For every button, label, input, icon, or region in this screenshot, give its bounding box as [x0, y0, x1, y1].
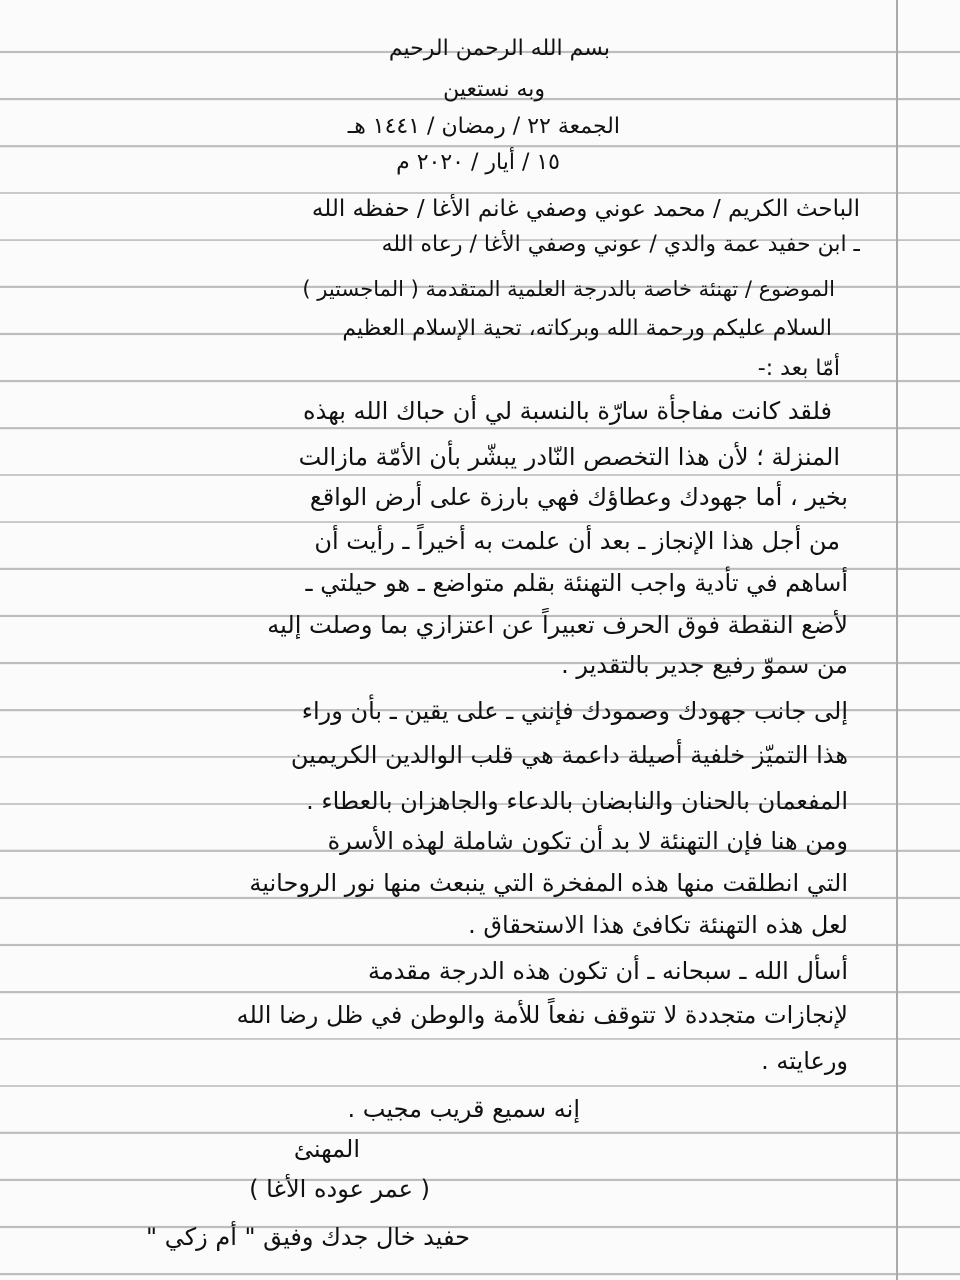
- paragraph-4-line-1: أسأل الله ـ سبحانه ـ أن تكون هذه الدرجة مقدمة: [367, 957, 848, 985]
- paragraph-2-line-2: هذا التميّز خلفية أصيلة داعمة هي قلب الوالدين الكريمين: [290, 741, 848, 769]
- paragraph-1-line-7: من سموّ رفيع جدير بالتقدير .: [561, 651, 848, 679]
- paragraph-1-line-6: لأضع النقطة فوق الحرف تعبيراً عن اعتزازي بما وصلت إليه: [267, 611, 848, 639]
- paragraph-4-line-3: ورعايته .: [761, 1047, 848, 1075]
- opening-line: أمّا بعد :-: [757, 356, 840, 381]
- paragraph-1-line-2: المنزلة ؛ لأن هذا التخصص النّادر يبشّر بأن الأمّة مازالت: [298, 443, 840, 471]
- paragraph-1-line-5: أساهم في تأدية واجب التهنئة بقلم متواضع ـ هو حيلتي ـ: [305, 569, 848, 597]
- paragraph-1-line-1: فلقد كانت مفاجأة سارّة بالنسبة لي أن حباك الله بهذه: [303, 397, 832, 425]
- signature-label: المهنئ: [293, 1135, 360, 1163]
- paragraph-3-line-2: التي انطلقت منها هذه المفخرة التي ينبعث منها نور الروحانية: [249, 869, 848, 897]
- subject-line: الموضوع / تهنئة خاصة بالدرجة العلمية المتقدمة ( الماجستير ): [302, 277, 835, 301]
- signature-name: ( عمر عوده الأغا ): [249, 1175, 430, 1203]
- paragraph-3-line-3: لعل هذه التهنئة تكافئ هذا الاستحقاق .: [468, 911, 848, 939]
- paragraph-1-line-4: من أجل هذا الإنجاز ـ بعد أن علمت به أخيراً ـ رأيت أن: [314, 527, 840, 555]
- paragraph-3-line-1: ومن هنا فإن التهنئة لا بد أن تكون شاملة لهذه الأسرة: [327, 827, 848, 855]
- paragraph-2-line-1: إلى جانب جهودك وصمودك فإنني ـ على يقين ـ بأن وراء: [301, 697, 848, 725]
- date-gregorian: ١٥ / أيار / ٢٠٢٠ م: [396, 150, 560, 175]
- basmala: بسم الله الرحمن الرحيم: [388, 36, 610, 61]
- signature-title: حفيد خال جدك وفيق " أم زكي ": [146, 1223, 470, 1251]
- paragraph-2-line-3: المفعمان بالحنان والنابضان بالدعاء والجاهزان بالعطاء .: [306, 787, 848, 815]
- date-hijri: الجمعة ٢٢ / رمضان / ١٤٤١ هـ: [347, 114, 620, 139]
- margin-line: [896, 0, 898, 1280]
- invocation: وبه نستعين: [443, 77, 545, 102]
- paragraph-1-line-3: بخير ، أما جهودك وعطاؤك فهي بارزة على أرض الواقع: [309, 483, 848, 511]
- paragraph-4-line-2: لإنجازات متجددة لا تتوقف نفعاً للأمة والوطن في ظل رضا الله: [236, 1001, 848, 1029]
- relation-line: ـ ابن حفيد عمة والدي / عوني وصفي الأغا / رعاه الله: [381, 232, 860, 257]
- closing-line: إنه سميع قريب مجيب .: [347, 1095, 580, 1123]
- recipient-line: الباحث الكريم / محمد عوني وصفي غانم الأغا / حفظه الله: [311, 196, 860, 222]
- greeting-line: السلام عليكم ورحمة الله وبركاته، تحية الإسلام العظيم: [342, 316, 832, 341]
